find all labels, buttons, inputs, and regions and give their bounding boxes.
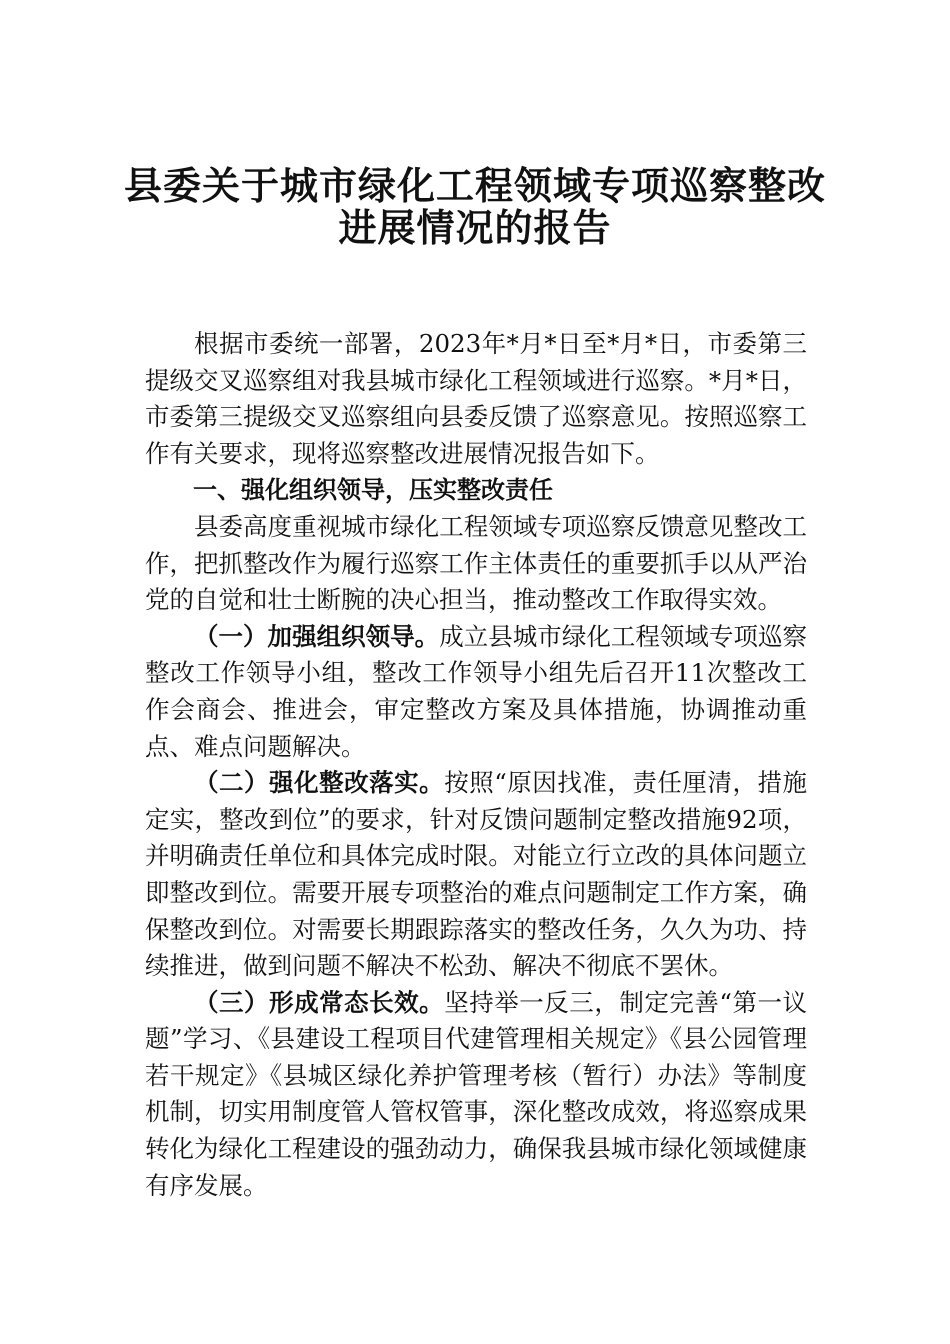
section1-heading: 一、强化组织领导，压实整改责任 bbox=[193, 476, 553, 505]
item1-text: 成立县城市绿化工程领域专项巡察整改工作领导小组，整改工作领导小组先后召开11次整改工作会商会、推进会，审定整改方案及具体措施，协调推动重点、难点问题解决。 bbox=[145, 621, 808, 761]
document-title-line1: 县委关于城市绿化工程领域专项巡察整改 bbox=[123, 163, 826, 208]
item2-paragraph bbox=[145, 765, 807, 985]
item3-paragraph bbox=[145, 985, 807, 1205]
section1-lead-paragraph: 县委高度重视城市绿化工程领域专项巡察反馈意见整改工作，把抓整改作为履行巡察工作主体责任的重要抓手以从严治党的自觉和壮士断腕的决心担当，推动整改工作取得实效。 bbox=[145, 511, 807, 615]
intro-paragraph: 根据市委统一部署，2023年*月*日至*月*日，市委第三提级交叉巡察组对我县城市绿化工程领域进行巡察。*月*日，市委第三提级交叉巡察组向县委反馈了巡察意见。按照巡察工作有关要求，现将巡察整改进展情况报告如下。 bbox=[145, 329, 807, 468]
item2-text: 按照“原因找准，责任厘清，措施定实，整改到位”的要求，针对反馈问题制定整改措施92项，并明确责任单位和具体完成时限。对能立行立改的具体问题立即整改到位。需要开展专项整治的难点问题制定工作方案，确保整改到位。对需要长期跟踪落实的整改任务，久久为功、持续推进，做到问题不解决不松劲、解决不彻底不罢休。 bbox=[145, 768, 808, 981]
document-title-line2: 进展情况的报告 bbox=[338, 205, 612, 250]
item1-label: （一）加强组织领导。 bbox=[194, 621, 440, 651]
item1-paragraph bbox=[145, 619, 807, 765]
document-body bbox=[145, 326, 807, 1204]
item3-text: 坚持举一反三，制定完善“第一议题”学习、《县建设工程项目代建管理相关规定》《县公园管理若干规定》《县城区绿化养护管理考核（暂行）办法》等制度机制，切实用制度管人管权管事，深化整改成效，将巡察成果转化为绿化工程建设的强劲动力，确保我县城市绿化领域健康有序发展。 bbox=[145, 987, 808, 1200]
item3-label: （三）形成常态长效。 bbox=[194, 987, 445, 1017]
item2-label: （二）强化整改落实。 bbox=[194, 768, 445, 798]
